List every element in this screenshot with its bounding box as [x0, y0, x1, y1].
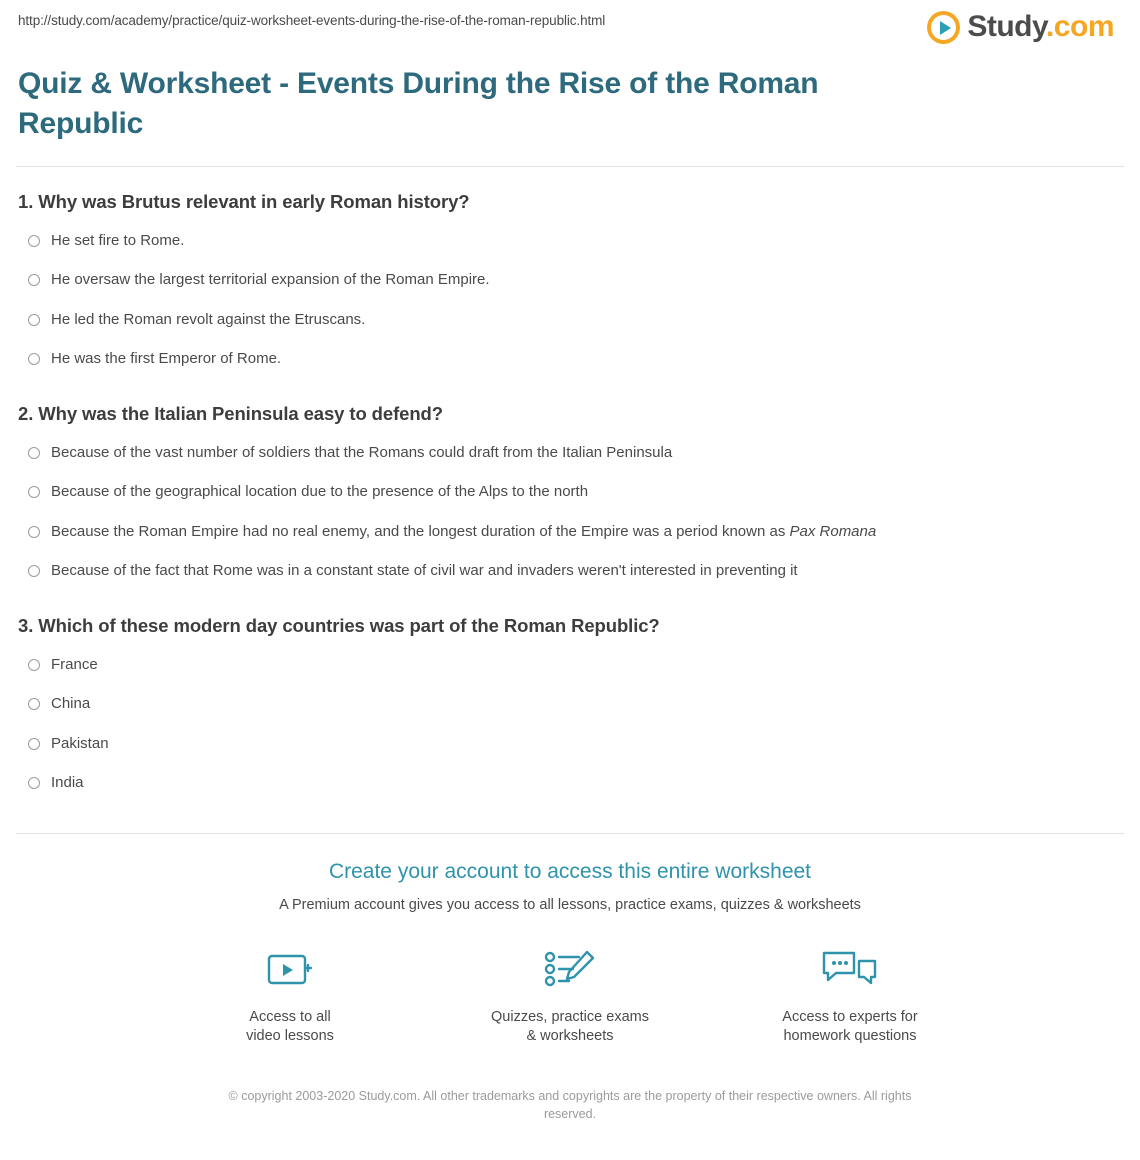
play-circle-icon	[927, 11, 960, 44]
answer-label: He oversaw the largest territorial expansion of the Roman Empire.	[51, 271, 490, 289]
answer-label: China	[51, 695, 91, 713]
answer-option[interactable]	[16, 763, 1124, 803]
answer-option[interactable]	[16, 551, 1124, 591]
question-block	[16, 191, 1124, 379]
answer-option[interactable]	[16, 260, 1124, 300]
logo-text	[967, 10, 1114, 44]
answer-label: Because the Roman Empire had no real enemy, and the longest duration of the Empire was a period known as Pax Romana	[51, 522, 877, 540]
feature-label: Quizzes, practice exams & worksheets	[491, 1008, 649, 1045]
study-com-logo[interactable]	[927, 10, 1124, 44]
answer-label: Pakistan	[51, 734, 109, 752]
radio-button-icon[interactable]	[28, 447, 40, 459]
answer-option[interactable]	[16, 645, 1124, 685]
answer-list	[16, 433, 1124, 591]
radio-button-icon[interactable]	[28, 314, 40, 326]
radio-button-icon[interactable]	[28, 235, 40, 247]
logo-suffix: .com	[1045, 10, 1114, 43]
promo-title[interactable]: Create your account to access this entire worksheet	[328, 859, 812, 883]
answer-list	[16, 221, 1124, 379]
radio-button-icon[interactable]	[28, 698, 40, 710]
feature-item	[760, 945, 940, 1047]
page-title: Quiz & Worksheet - Events During the Rise of the Roman Republic	[18, 67, 819, 140]
title-divider	[16, 166, 1124, 167]
question-text: 2. Why was the Italian Peninsula easy to defend?	[18, 402, 443, 424]
answer-option[interactable]	[16, 339, 1124, 379]
page-url: http://study.com/academy/practice/quiz-worksheet-events-during-the-rise-of-the-roman-republic.html	[18, 13, 606, 28]
answer-label: He led the Roman revolt against the Etruscans.	[51, 310, 366, 328]
answer-label: France	[51, 655, 98, 673]
page-header	[16, 0, 1124, 50]
question-block	[16, 615, 1124, 803]
answer-label: Because of the vast number of soldiers that the Romans could draft from the Italian Peninsula	[51, 443, 673, 461]
radio-button-icon[interactable]	[28, 738, 40, 750]
question-text: 3. Which of these modern day countries was part of the Roman Republic?	[18, 614, 660, 636]
chat-bubbles-icon	[821, 945, 879, 997]
answer-option[interactable]	[16, 684, 1124, 724]
radio-button-icon[interactable]	[28, 659, 40, 671]
answer-label: Because of the fact that Rome was in a constant state of civil war and invaders weren't interested in preventing it	[51, 562, 798, 580]
answer-option[interactable]	[16, 472, 1124, 512]
radio-button-icon[interactable]	[28, 565, 40, 577]
radio-button-icon[interactable]	[28, 526, 40, 538]
answer-label: India	[51, 774, 84, 792]
answer-label: He set fire to Rome.	[51, 231, 185, 249]
radio-button-icon[interactable]	[28, 486, 40, 498]
logo-name: Study	[967, 10, 1046, 43]
answer-list	[16, 645, 1124, 803]
answer-option[interactable]	[16, 433, 1124, 473]
question-text: 1. Why was Brutus relevant in early Roman history?	[18, 190, 470, 212]
feature-item	[480, 945, 660, 1047]
radio-button-icon[interactable]	[28, 274, 40, 286]
answer-option[interactable]	[16, 512, 1124, 552]
answer-option[interactable]	[16, 300, 1124, 340]
answer-option[interactable]	[16, 221, 1124, 261]
radio-button-icon[interactable]	[28, 353, 40, 365]
answer-option[interactable]	[16, 724, 1124, 764]
feature-label: Access to all video lessons	[246, 1008, 334, 1045]
feature-label: Access to experts for homework questions	[782, 1008, 918, 1045]
copyright-text: © copyright 2003-2020 Study.com. All other trademarks and copyrights are the property of their respective owners. All rights reserved.	[228, 1088, 912, 1122]
feature-list	[16, 945, 1124, 1047]
radio-button-icon[interactable]	[28, 777, 40, 789]
answer-label: Because of the geographical location due to the presence of the Alps to the north	[51, 483, 589, 501]
answer-label: He was the first Emperor of Rome.	[51, 350, 282, 368]
question-block	[16, 403, 1124, 591]
italic-term: Pax Romana	[789, 522, 877, 540]
promo-subtitle: A Premium account gives you access to all lessons, practice exams, quizzes & worksheets	[279, 896, 861, 913]
promo-section	[16, 834, 1124, 1123]
quiz-checklist-icon	[543, 945, 597, 997]
video-play-icon	[266, 945, 314, 997]
feature-item	[200, 945, 380, 1047]
